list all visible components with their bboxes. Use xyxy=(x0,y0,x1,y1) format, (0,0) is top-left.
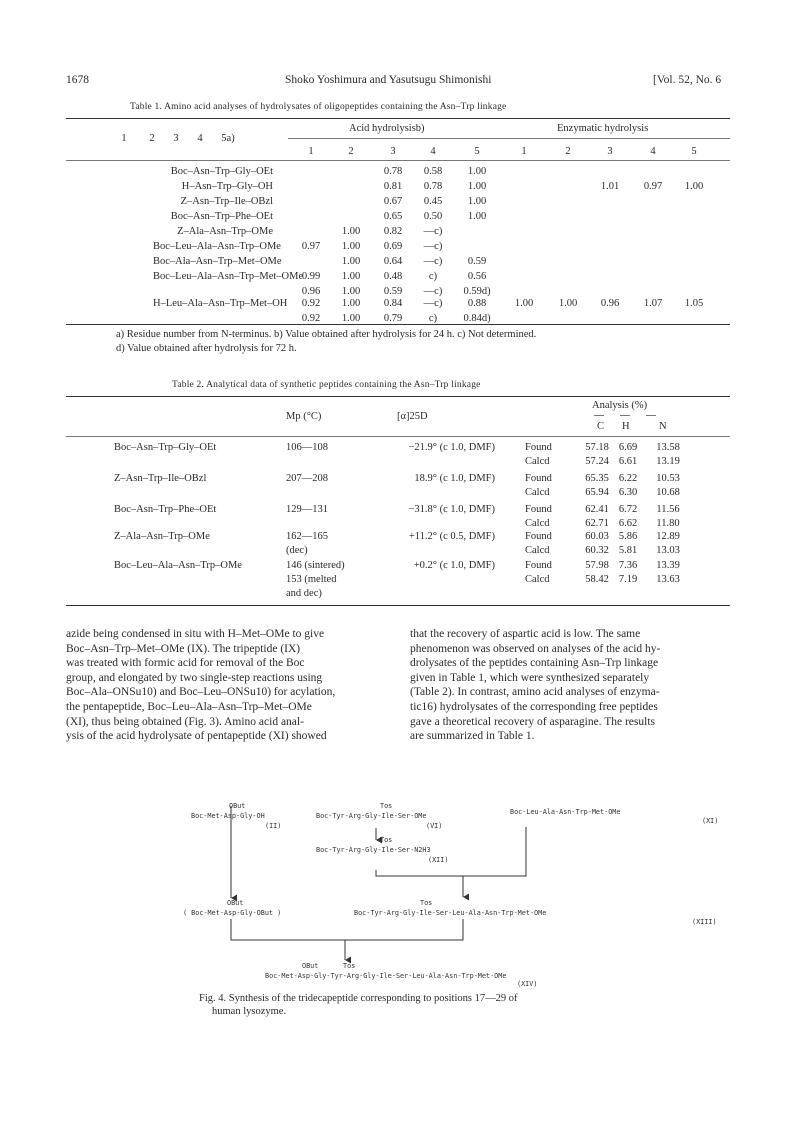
acid-value: 0.59 xyxy=(383,286,403,297)
volume-info: [Vol. 52, No. 6 xyxy=(653,74,722,86)
acid-value: 0.64 xyxy=(383,256,403,267)
melting-point: 153 (melted xyxy=(286,574,337,585)
calcd-value: 6.61 xyxy=(618,456,638,467)
found-value: 10.53 xyxy=(656,473,680,484)
peptide-name: H–Asn–Trp–Gly–OH xyxy=(181,181,273,192)
body-line: ysis of the acid hydrolysate of pentapeptide (XI) showed xyxy=(66,730,327,743)
figure-caption: Fig. 4. Synthesis of the tridecapeptide corresponding to positions 17—29 of xyxy=(199,993,518,1004)
found-value: 60.03 xyxy=(585,531,609,542)
acid-value: 0.88 xyxy=(467,298,487,309)
found-value: 13.39 xyxy=(656,560,680,571)
acid-value: 1.00 xyxy=(467,166,487,177)
enzymatic-column-number: 3 xyxy=(607,146,613,157)
found-value: 12.89 xyxy=(656,531,680,542)
acid-value: 0.69 xyxy=(383,241,403,252)
found-value: 7.36 xyxy=(618,560,638,571)
found-value: 57.98 xyxy=(585,560,609,571)
enzymatic-value: 0.96 xyxy=(600,298,620,309)
peptide-name: Z–Asn–Trp–Ile–OBzl xyxy=(114,473,207,484)
body-line: (Table 2). In contrast, amino acid analyses of enzyma- xyxy=(410,686,660,699)
optical-rotation: −21.9° (c 1.0, DMF) xyxy=(408,442,495,453)
acid-value: c) xyxy=(428,313,438,324)
calcd-label: Calcd xyxy=(525,545,550,556)
compound-xiv: Boc-Met-Asp-Gly-Tyr-Arg-Gly-Ile-Ser-Leu-Ala-Asn-Trp-Met-OMe xyxy=(265,972,507,980)
peptide-name: Z–Ala–Asn–Trp–OMe xyxy=(114,531,210,542)
body-line: that the recovery of aspartic acid is low. The same xyxy=(410,628,641,640)
found-value: 5.86 xyxy=(618,531,638,542)
calcd-value: 11.80 xyxy=(656,518,680,529)
table2-title: Table 2. Analytical data of synthetic peptides containing the Asn–Trp linkage xyxy=(172,380,481,390)
table2-c-header: C xyxy=(597,421,605,432)
calcd-value: 57.24 xyxy=(585,456,609,467)
compound-number: (XIV) xyxy=(517,980,538,988)
found-label: Found xyxy=(525,473,552,484)
scheme-sub-label: OBut xyxy=(229,802,246,810)
calcd-value: 65.94 xyxy=(585,487,609,498)
found-value: 57.18 xyxy=(585,442,609,453)
enzymatic-value: 1.05 xyxy=(684,298,704,309)
compound-xi: Boc-Leu-Ala-Asn-Trp-Met-OMe xyxy=(510,808,621,816)
acid-value: 0.84 xyxy=(383,298,403,309)
melting-point: and dec) xyxy=(286,588,322,599)
peptide-name: H–Leu–Ala–Asn–Trp–Met–OH xyxy=(153,298,288,309)
acid-value: 0.65 xyxy=(383,211,403,222)
body-line: phenomenon was observed on analyses of the acid hy- xyxy=(410,642,661,655)
acid-value: 0.97 xyxy=(301,241,321,252)
acid-value: 0.96 xyxy=(301,286,321,297)
scheme-sub-label: Tos xyxy=(343,962,356,970)
compound-number: (XI) xyxy=(702,817,719,825)
calcd-label: Calcd xyxy=(525,574,550,585)
calcd-value: 13.63 xyxy=(656,574,680,585)
calcd-value: 60.32 xyxy=(585,545,609,556)
body-line: (XI), thus being obtained (Fig. 3). Amino acid anal- xyxy=(66,715,304,728)
table2-rotation-header: [α]25D xyxy=(397,411,428,422)
melting-point: (dec) xyxy=(286,545,308,556)
residue-header-cell: 5a) xyxy=(221,133,235,144)
scheme-sub-label: OBut xyxy=(227,899,244,907)
peptide-name: Z–Ala–Asn–Trp–OMe xyxy=(177,226,273,237)
compound-xiii: Boc-Tyr-Arg-Gly-Ile-Ser-Leu-Ala-Asn-Trp-Met-OMe xyxy=(354,909,547,917)
calcd-value: 7.19 xyxy=(618,574,638,585)
found-label: Found xyxy=(525,504,552,515)
acid-value: 0.92 xyxy=(301,298,321,309)
peptide-name: Boc–Leu–Ala–Asn–Trp–OMe xyxy=(114,560,242,571)
acid-value: 1.00 xyxy=(341,271,361,282)
found-value: 11.56 xyxy=(656,504,680,515)
table1-footnote: a) Residue number from N-terminus. b) Value obtained after hydrolysis for 24 h. c) Not determined. xyxy=(116,329,537,340)
calcd-value: 6.62 xyxy=(618,518,638,529)
calcd-value: 6.30 xyxy=(618,487,638,498)
calcd-value: 13.19 xyxy=(656,456,680,467)
body-line: tic16) hydrolysates of the corresponding free peptides xyxy=(410,700,658,713)
acid-value: 1.00 xyxy=(467,211,487,222)
scheme-sub-label: Tos xyxy=(420,899,433,907)
table2-analysis-header: Analysis (%) xyxy=(592,400,648,411)
acid-value: 1.00 xyxy=(341,298,361,309)
enzymatic-value: 1.07 xyxy=(643,298,663,309)
enzymatic-value: 1.00 xyxy=(684,181,704,192)
acid-column-number: 3 xyxy=(390,146,396,157)
optical-rotation: 18.9° (c 1.0, DMF) xyxy=(414,473,495,484)
melting-point: 146 (sintered) xyxy=(286,560,345,571)
calcd-value: 5.81 xyxy=(618,545,638,556)
acid-value: 0.81 xyxy=(383,181,403,192)
enzymatic-column-number: 5 xyxy=(691,146,697,157)
acid-value: 1.00 xyxy=(341,256,361,267)
calcd-label: Calcd xyxy=(525,518,550,529)
table2-mp-header: Mp (°C) xyxy=(286,411,322,422)
table1-footnote: d) Value obtained after hydrolysis for 72 h. xyxy=(116,343,297,354)
acid-value: 0.48 xyxy=(383,271,403,282)
table1-enzymatic-label: Enzymatic hydrolysis xyxy=(557,123,649,134)
calcd-value: 13.03 xyxy=(656,545,680,556)
enzymatic-value: 1.00 xyxy=(514,298,534,309)
acid-value: —c) xyxy=(423,256,443,267)
body-line: gave a theoretical recovery of asparagine. The results xyxy=(410,715,656,728)
running-authors: Shoko Yoshimura and Yasutsugu Shimonishi xyxy=(285,74,492,86)
residue-header-cell: 2 xyxy=(149,133,155,144)
acid-value: —c) xyxy=(423,226,443,237)
calcd-value: 62.71 xyxy=(585,518,609,529)
acid-value: 0.78 xyxy=(423,181,443,192)
table1-acid-label: Acid hydrolysisb) xyxy=(349,123,425,134)
body-line: drolysates of the peptides containing Asn–Trp linkage xyxy=(410,657,659,670)
acid-column-number: 1 xyxy=(308,146,314,157)
connector-bottom xyxy=(231,919,463,940)
body-line: the pentapeptide, Boc–Leu–Ala–Asn–Trp–Met–OMe xyxy=(66,700,312,713)
acid-value: 0.58 xyxy=(423,166,443,177)
body-line: was treated with formic acid for removal of the Boc xyxy=(66,657,305,670)
found-value: 13.58 xyxy=(656,442,680,453)
scheme-sub-label: Tos xyxy=(380,802,393,810)
page-number: 1678 xyxy=(66,74,89,86)
acid-column-number: 4 xyxy=(430,146,436,157)
acid-value: 0.79 xyxy=(383,313,403,324)
compound-number: (XII) xyxy=(428,856,449,864)
compound-vi: Boc-Tyr-Arg-Gly-Ile-Ser-OMe xyxy=(316,812,427,820)
acid-value: 1.00 xyxy=(341,286,361,297)
body-line: given in Table 1, which were synthesized separately xyxy=(410,671,650,684)
acid-value: —c) xyxy=(423,241,443,252)
peptide-name: Z–Asn–Trp–Ile–OBzl xyxy=(180,196,273,207)
enzymatic-value: 1.01 xyxy=(600,181,620,192)
enzymatic-column-number: 4 xyxy=(650,146,656,157)
melting-point: 106—108 xyxy=(286,442,328,453)
acid-value: 1.00 xyxy=(341,313,361,324)
compound-number: (VI) xyxy=(426,822,443,830)
found-value: 6.72 xyxy=(618,504,638,515)
residue-header-cell: 4 xyxy=(197,133,203,144)
acid-column-number: 5 xyxy=(474,146,480,157)
residue-header-cell: 3 xyxy=(173,133,179,144)
acid-column-number: 2 xyxy=(348,146,354,157)
acid-value: —c) xyxy=(423,286,443,297)
optical-rotation: +0.2° (c 1.0, DMF) xyxy=(413,560,495,571)
acid-value: c) xyxy=(428,271,438,282)
peptide-name: Boc–Asn–Trp–Phe–OEt xyxy=(170,211,273,222)
acid-value: —c) xyxy=(423,298,443,309)
acid-value: 0.50 xyxy=(423,211,443,222)
peptide-name: Boc–Asn–Trp–Gly–OEt xyxy=(114,442,217,453)
acid-value: 0.92 xyxy=(301,313,321,324)
compound-xii: Boc-Tyr-Arg-Gly-Ile-Ser-N2H3 xyxy=(316,846,431,854)
acid-value: 1.00 xyxy=(341,226,361,237)
table2-h-header: H xyxy=(622,421,630,432)
peptide-name: Boc–Asn–Trp–Phe–OEt xyxy=(114,504,217,515)
compound-number: (XIII) xyxy=(692,918,717,926)
found-value: 6.69 xyxy=(618,442,638,453)
calcd-value: 10.68 xyxy=(656,487,680,498)
body-line: group, and elongated by two single-step reactions using xyxy=(66,671,323,684)
acid-value: 0.78 xyxy=(383,166,403,177)
calcd-label: Calcd xyxy=(525,456,550,467)
found-label: Found xyxy=(525,560,552,571)
compound-ii: Boc-Met-Asp-Gly-OH xyxy=(191,812,265,820)
body-line: azide being condensed in situ with H–Met–OMe to give xyxy=(66,628,325,640)
melting-point: 207—208 xyxy=(286,473,328,484)
melting-point: 129—131 xyxy=(286,504,328,515)
table2-n-header: N xyxy=(659,421,667,432)
calcd-label: Calcd xyxy=(525,487,550,498)
body-line: Boc–Asn–Trp–Met–OMe (IX). The tripeptide (IX) xyxy=(66,642,301,655)
acid-value: 0.59 xyxy=(467,256,487,267)
figure-caption: human lysozyme. xyxy=(212,1006,287,1017)
scheme-sub-label: OBut xyxy=(302,962,319,970)
found-value: 65.35 xyxy=(585,473,609,484)
peptide-name: Boc–Leu–Ala–Asn–Trp–OMe xyxy=(153,241,281,252)
peptide-name: Boc–Leu–Ala–Asn–Trp–Met–OMe xyxy=(153,271,304,282)
acid-value: 1.00 xyxy=(467,181,487,192)
enzymatic-value: 1.00 xyxy=(558,298,578,309)
optical-rotation: −31.8° (c 1.0, DMF) xyxy=(408,504,495,515)
peptide-name: Boc–Asn–Trp–Gly–OEt xyxy=(170,166,273,177)
acid-value: 1.00 xyxy=(341,241,361,252)
scheme-sub-label: Tos xyxy=(380,836,393,844)
found-value: 6.22 xyxy=(618,473,638,484)
compound-number: (II) xyxy=(265,822,282,830)
melting-point: 162—165 xyxy=(286,531,328,542)
body-line: Boc–Ala–ONSu10) and Boc–Leu–ONSu10) for acylation, xyxy=(66,686,336,699)
acid-value: 0.45 xyxy=(423,196,443,207)
acid-value: 0.82 xyxy=(383,226,403,237)
table1-title: Table 1. Amino acid analyses of hydrolysates of oligopeptides containing the Asn–Trp linkage xyxy=(130,102,507,112)
peptide-name: Boc–Ala–Asn–Trp–Met–OMe xyxy=(153,256,282,267)
acid-value: 0.56 xyxy=(467,271,487,282)
calcd-value: 58.42 xyxy=(585,574,609,585)
enzymatic-column-number: 2 xyxy=(565,146,571,157)
compound-ii-ester: ( Boc-Met-Asp-Gly-OBut ) xyxy=(183,909,282,917)
acid-value: 0.59d) xyxy=(463,286,491,297)
acid-value: 0.99 xyxy=(301,271,321,282)
found-label: Found xyxy=(525,442,552,453)
acid-value: 1.00 xyxy=(467,196,487,207)
found-value: 62.41 xyxy=(585,504,609,515)
acid-value: 0.84d) xyxy=(463,313,491,324)
optical-rotation: +11.2° (c 0.5, DMF) xyxy=(408,531,495,542)
found-label: Found xyxy=(525,531,552,542)
residue-header-cell: 1 xyxy=(121,133,127,144)
enzymatic-value: 0.97 xyxy=(643,181,663,192)
acid-value: 0.67 xyxy=(383,196,403,207)
enzymatic-column-number: 1 xyxy=(521,146,527,157)
body-line: are summarized in Table 1. xyxy=(410,730,535,743)
